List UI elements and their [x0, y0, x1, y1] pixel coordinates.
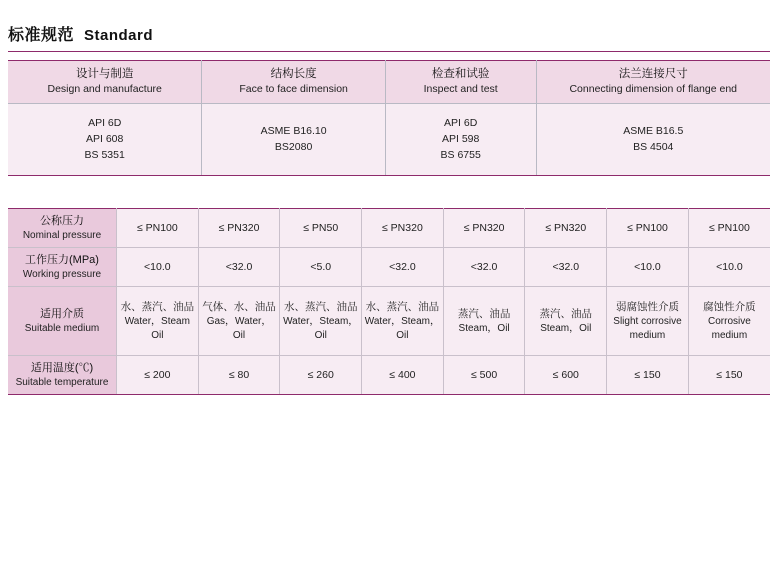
cell-nominal-pressure-8 — [688, 209, 770, 248]
cell-nominal-pressure-1 — [117, 209, 199, 248]
cell-face-to-face — [202, 104, 385, 176]
cell-value-cn: 水、蒸汽、油品 — [283, 301, 358, 313]
cell-line: API 6D — [444, 117, 478, 129]
cell-suitable-medium-1 — [117, 287, 199, 356]
row-header-cn: 公称压力 — [40, 215, 84, 227]
cell-line: ASME B16.10 — [260, 125, 327, 137]
cell-value: ≤ PN100 — [709, 221, 750, 234]
cell-working-pressure-2 — [198, 248, 280, 287]
cell-value-en: Slight corrosive medium — [613, 316, 682, 341]
cell-value: ≤ 400 — [389, 368, 416, 381]
cell-value-en: Gas，Water，Oil — [206, 316, 272, 341]
table-row — [8, 209, 770, 248]
column-header-en: Connecting dimension of flange end — [569, 83, 738, 95]
cell-value: ≤ PN100 — [627, 221, 668, 234]
cell-line: API 6D — [88, 117, 122, 129]
table-row — [8, 356, 770, 395]
column-header-inspect-test — [385, 61, 536, 104]
cell-value: ≤ 600 — [552, 368, 579, 381]
column-header-cn: 检查和试验 — [431, 68, 490, 80]
cell-working-pressure-5 — [443, 248, 525, 287]
row-header-cn: 适用温度(℃) — [30, 362, 94, 374]
standard-table — [8, 60, 770, 176]
column-header-cn: 结构长度 — [270, 68, 317, 80]
cell-suitable-medium-6 — [525, 287, 607, 356]
page-title — [8, 22, 770, 51]
cell-value: <10.0 — [716, 260, 743, 273]
page-title-block — [8, 22, 770, 52]
cell-line: BS2080 — [274, 141, 313, 153]
cell-value-cn: 水、蒸汽、油品 — [120, 301, 195, 313]
cell-value: ≤ PN320 — [463, 221, 505, 234]
cell-value: ≤ 150 — [634, 368, 661, 381]
cell-value-en: Water，Steam Oil — [124, 316, 190, 341]
cell-value: <32.0 — [389, 260, 416, 273]
cell-line: API 598 — [441, 133, 480, 145]
cell-value: ≤ 200 — [144, 368, 171, 381]
cell-value: ≤ PN50 — [303, 221, 339, 234]
cell-value: <32.0 — [225, 260, 253, 273]
row-header-en: Nominal pressure — [22, 230, 102, 241]
cell-value: ≤ 260 — [307, 368, 334, 381]
row-header-nominal-pressure — [8, 209, 117, 248]
cell-value-cn: 蒸汽、油品 — [457, 307, 511, 320]
cell-value-cn: 弱腐蚀性介质 — [615, 301, 679, 313]
cell-suitable-temperature-5 — [443, 356, 525, 395]
table-row — [8, 104, 770, 176]
cell-nominal-pressure-4 — [362, 209, 444, 248]
cell-line: ASME B16.5 — [623, 125, 684, 137]
cell-value-en: Steam，Oil — [458, 322, 510, 334]
cell-flange-connecting — [536, 104, 770, 176]
parameter-table-body — [8, 209, 770, 395]
row-header-working-pressure — [8, 248, 117, 287]
cell-suitable-temperature-4 — [362, 356, 444, 395]
cell-suitable-medium-3 — [280, 287, 362, 356]
cell-working-pressure-7 — [607, 248, 689, 287]
cell-nominal-pressure-2 — [198, 209, 280, 248]
cell-value-cn: 气体、水、油品 — [202, 301, 276, 313]
cell-line: BS 5351 — [84, 149, 125, 161]
cell-value: ≤ PN320 — [382, 221, 423, 234]
cell-line: BS 6755 — [440, 149, 481, 161]
column-header-design-manufacture — [8, 61, 202, 104]
cell-value: ≤ 500 — [470, 368, 498, 381]
cell-suitable-temperature-7 — [607, 356, 689, 395]
cell-value: <10.0 — [144, 260, 171, 273]
column-header-flange-connecting — [536, 61, 770, 104]
column-header-cn: 法兰连接尺寸 — [618, 68, 688, 80]
row-header-suitable-medium — [8, 287, 117, 356]
cell-value: ≤ PN320 — [218, 221, 260, 234]
standard-table-body — [8, 104, 770, 176]
page-title-cn: 标准规范 — [8, 27, 75, 44]
cell-nominal-pressure-6 — [525, 209, 607, 248]
cell-suitable-medium-8 — [688, 287, 770, 356]
page-title-en: Standard — [84, 27, 154, 44]
standard-table-header — [8, 61, 770, 104]
cell-suitable-temperature-1 — [117, 356, 199, 395]
cell-nominal-pressure-5 — [443, 209, 525, 248]
row-header-cn: 适用介质 — [40, 308, 84, 320]
row-header-en: Suitable medium — [24, 323, 100, 334]
title-divider — [8, 51, 770, 52]
cell-suitable-temperature-6 — [525, 356, 607, 395]
cell-line: BS 4504 — [633, 141, 674, 153]
column-header-en: Face to face dimension — [239, 83, 348, 95]
column-header-cn: 设计与制造 — [75, 68, 134, 80]
cell-value-cn: 水、蒸汽、油品 — [365, 301, 440, 313]
cell-value: ≤ PN100 — [136, 221, 178, 234]
cell-value-en: Corrosive medium — [708, 316, 751, 341]
row-header-suitable-temperature — [8, 356, 117, 395]
cell-working-pressure-4 — [362, 248, 444, 287]
row-header-cn: 工作压力(MPa) — [25, 254, 99, 266]
cell-value-cn: 蒸汽、油品 — [539, 307, 593, 320]
cell-nominal-pressure-7 — [607, 209, 689, 248]
cell-suitable-medium-5 — [443, 287, 525, 356]
cell-value: <32.0 — [552, 260, 580, 273]
row-header-en: Suitable temperature — [15, 377, 109, 388]
cell-line: API 608 — [86, 133, 124, 145]
cell-inspect-test — [385, 104, 536, 176]
parameter-table — [8, 208, 770, 395]
cell-value: <5.0 — [310, 260, 332, 273]
cell-suitable-medium-2 — [198, 287, 280, 356]
column-header-en: Inspect and test — [423, 83, 498, 95]
cell-working-pressure-1 — [117, 248, 199, 287]
cell-nominal-pressure-3 — [280, 209, 362, 248]
cell-value-cn: 腐蚀性介质 — [703, 301, 756, 313]
cell-working-pressure-8 — [688, 248, 770, 287]
row-header-en: Working pressure — [22, 269, 102, 280]
cell-value: <32.0 — [470, 260, 498, 273]
cell-design-manufacture — [8, 104, 202, 176]
cell-suitable-temperature-2 — [198, 356, 280, 395]
cell-working-pressure-3 — [280, 248, 362, 287]
cell-value-en: Water，Steam，Oil — [283, 316, 359, 341]
cell-suitable-medium-4 — [362, 287, 444, 356]
cell-suitable-medium-7 — [607, 287, 689, 356]
cell-value-en: Steam，Oil — [540, 322, 592, 334]
cell-working-pressure-6 — [525, 248, 607, 287]
table-row — [8, 248, 770, 287]
table-row — [8, 61, 770, 104]
cell-suitable-temperature-3 — [280, 356, 362, 395]
table-row — [8, 287, 770, 356]
cell-value: ≤ 80 — [228, 368, 250, 381]
cell-value: <10.0 — [634, 260, 661, 273]
cell-value: ≤ 150 — [716, 368, 743, 381]
cell-suitable-temperature-8 — [688, 356, 770, 395]
cell-value: ≤ PN320 — [545, 221, 587, 234]
cell-value-en: Water，Steam，Oil — [364, 316, 440, 341]
column-header-face-to-face — [202, 61, 385, 104]
column-header-en: Design and manufacture — [47, 83, 162, 95]
